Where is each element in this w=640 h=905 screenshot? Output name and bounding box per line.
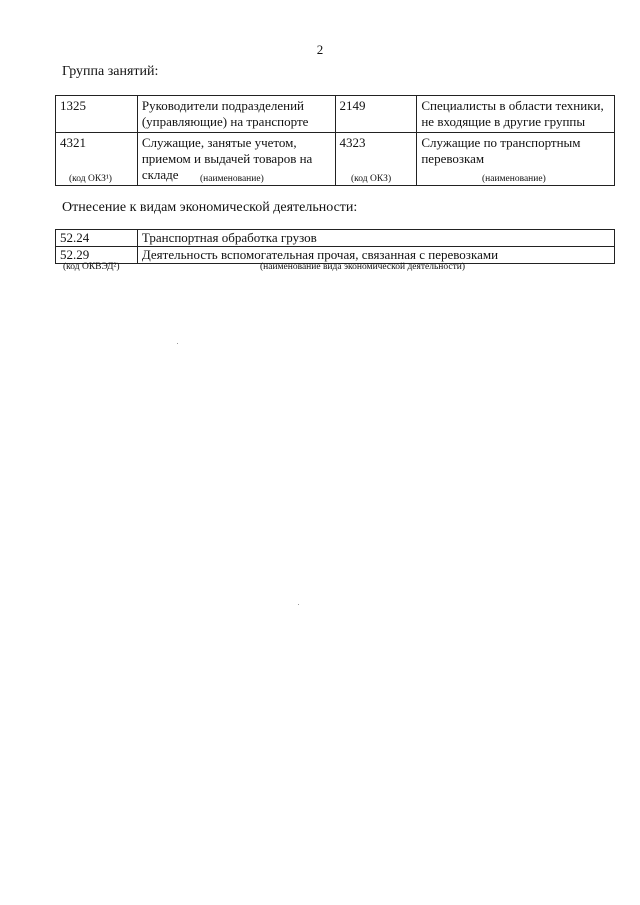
occupation-name-cell: Служащие, занятые учетом, приемом и выдачей товаров на складе: [137, 133, 335, 186]
occupation-name-cell: Служащие по транспортным перевозкам: [417, 133, 615, 186]
table-row: [56, 230, 615, 247]
scan-speck: [177, 343, 178, 344]
occupation-group-table: [55, 95, 615, 186]
page-number: 2: [316, 42, 324, 57]
okved-code-cell: 52.24: [56, 230, 138, 247]
okz-code-cell: 2149: [335, 96, 417, 133]
occupation-group-title: Группа занятий:: [62, 64, 159, 79]
okved-code-cell: 52.29: [56, 247, 138, 264]
okz-code-caption: (код ОКЗ): [351, 174, 392, 184]
activity-name-caption: (наименование вида экономической деятельности): [260, 262, 465, 272]
economic-activities-table: [55, 229, 615, 264]
okz-code-cell: 4323: [335, 133, 417, 186]
okz-code-cell: 1325: [56, 96, 138, 133]
okz-code-cell: 4321: [56, 133, 138, 186]
okz-code-caption: (код ОКЗ¹): [69, 174, 112, 184]
table-row: [56, 247, 615, 264]
occupation-name-cell: Руководители подразделений (управляющие) на транспорте: [137, 96, 335, 133]
occupation-name-cell: Специалисты в области техники, не входящие в другие группы: [417, 96, 615, 133]
occupation-name-caption: (наименование): [200, 174, 264, 184]
economic-activities-title: Отнесение к видам экономической деятельности:: [62, 200, 358, 215]
activity-name-cell: Деятельность вспомогательная прочая, связанная с перевозками: [137, 247, 614, 264]
table-row: [56, 96, 615, 133]
scan-speck: [298, 604, 299, 605]
okved-code-caption: (код ОКВЭД²): [63, 262, 120, 272]
occupation-name-caption: (наименование): [482, 174, 546, 184]
activity-name-cell: Транспортная обработка грузов: [137, 230, 614, 247]
